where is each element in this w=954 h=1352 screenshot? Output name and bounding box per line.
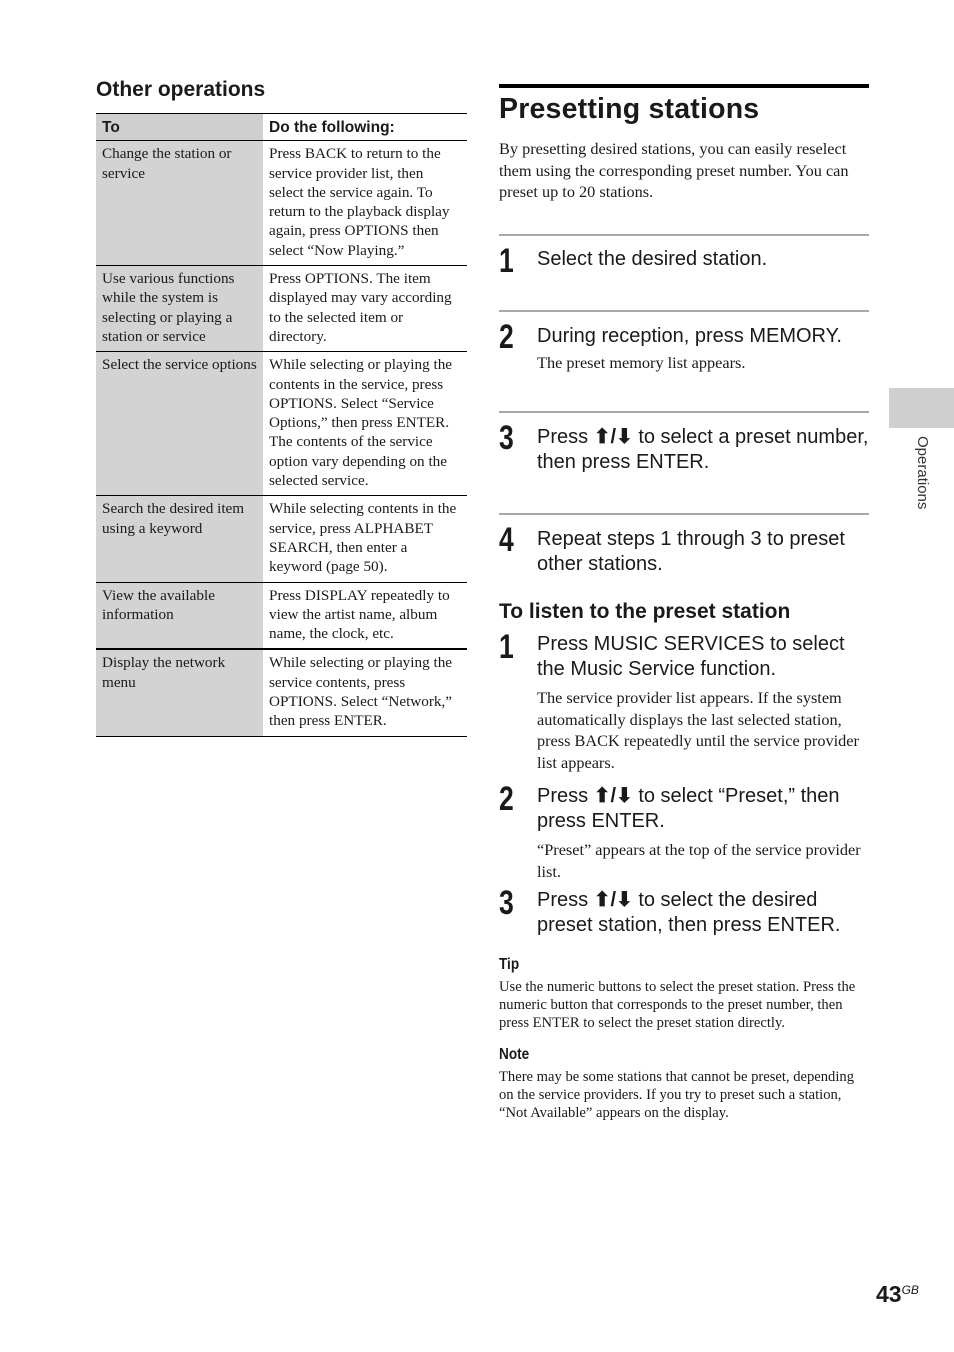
step-text-before: Press bbox=[537, 785, 594, 807]
row-to-cell: Use various functions while the system is selecting or playing a station or service bbox=[96, 266, 263, 352]
other-operations-section bbox=[96, 78, 467, 737]
step-number: 1 bbox=[499, 242, 514, 280]
operations-table bbox=[96, 113, 467, 737]
preset-step-4 bbox=[499, 513, 869, 595]
section-thumb-tab bbox=[889, 388, 954, 428]
row-do-cell: Press OPTIONS. The item displayed may vary according to the selected item or directory. bbox=[263, 266, 467, 352]
presetting-section bbox=[499, 84, 869, 1122]
note-body: There may be some stations that cannot be preset, depending on the service providers. If you try to preset such a station, “Not Available” appears on the display. bbox=[499, 1069, 855, 1122]
step-number: 4 bbox=[499, 521, 514, 559]
table-header-row bbox=[96, 114, 467, 141]
table-row bbox=[96, 352, 467, 496]
table-row bbox=[96, 266, 467, 352]
intro-paragraph: By presetting desired stations, you can easily reselect them using the corresponding preset number. You can preset up to 20 stations. bbox=[499, 139, 849, 201]
row-do-cell: While selecting or playing the service contents, press OPTIONS. Select “Network,” then press ENTER. bbox=[263, 649, 467, 736]
preset-step-2 bbox=[499, 310, 869, 412]
table-row bbox=[96, 649, 467, 736]
step-instruction bbox=[537, 784, 869, 834]
tip-body: Use the numeric buttons to select the preset station. Press the numeric button that corresponds to the preset number, then press ENTER to select the preset station directly. bbox=[499, 979, 856, 1032]
table-row bbox=[96, 141, 467, 266]
header-do: Do the following: bbox=[263, 114, 467, 141]
row-to-cell: Select the service options bbox=[96, 352, 263, 496]
tip-heading: Tip bbox=[499, 956, 520, 973]
step-number: 1 bbox=[499, 628, 514, 666]
step-result: The preset memory list appears. bbox=[537, 353, 746, 372]
step-instruction: Select the desired station. bbox=[537, 248, 768, 270]
step-instruction bbox=[537, 413, 869, 475]
step-text-after: to select a preset number, then press ENTER. bbox=[537, 426, 869, 473]
table-row bbox=[96, 582, 467, 649]
step-result: “Preset” appears at the top of the service provider list. bbox=[537, 840, 861, 881]
step-text-after: to select the desired preset station, then press ENTER. bbox=[537, 889, 841, 936]
section-rule bbox=[499, 84, 869, 88]
row-do-cell: Press BACK to return to the service provider list, then select the service again. To return to the playback display again, press OPTIONS then select “Now Playing.” bbox=[263, 141, 467, 266]
page-number-value: 43 bbox=[876, 1281, 902, 1307]
step-number: 3 bbox=[499, 419, 514, 457]
step-text-before: Press bbox=[537, 426, 594, 448]
step-instruction bbox=[537, 888, 869, 938]
note-heading: Note bbox=[499, 1046, 530, 1063]
listen-step-2 bbox=[499, 780, 869, 882]
up-down-arrows-icon: ⬆/⬇ bbox=[593, 785, 633, 807]
side-tab-label: Operations bbox=[914, 436, 931, 510]
header-to: To bbox=[96, 114, 263, 141]
step-number: 2 bbox=[499, 780, 514, 818]
listen-step-3 bbox=[499, 884, 869, 938]
page-number bbox=[876, 1281, 919, 1308]
table-row bbox=[96, 496, 467, 582]
up-down-arrows-icon: ⬆/⬇ bbox=[593, 889, 633, 911]
row-to-cell: Display the network menu bbox=[96, 649, 263, 736]
other-operations-title: Other operations bbox=[96, 78, 266, 101]
step-text-before: Press bbox=[537, 889, 594, 911]
step-instruction: During reception, press MEMORY. bbox=[537, 325, 842, 347]
section-title: Presetting stations bbox=[499, 93, 760, 125]
listen-step-1 bbox=[499, 628, 869, 773]
step-instruction: Repeat steps 1 through 3 to preset other stations. bbox=[537, 528, 845, 575]
listen-subheading: To listen to the preset station bbox=[499, 600, 791, 623]
page-number-suffix: GB bbox=[901, 1283, 919, 1297]
preset-step-3 bbox=[499, 411, 869, 513]
step-result: The service provider list appears. If the system automatically displays the last selected station, press BACK repeatedly until the service provider list appears. bbox=[537, 688, 859, 772]
up-down-arrows-icon: ⬆/⬇ bbox=[593, 426, 633, 448]
tip-box bbox=[499, 956, 869, 1033]
row-to-cell: Change the station or service bbox=[96, 141, 263, 266]
preset-step-1 bbox=[499, 234, 869, 311]
note-box bbox=[499, 1046, 869, 1123]
row-to-cell: Search the desired item using a keyword bbox=[96, 496, 263, 582]
step-text-after: to select “Preset,” then press ENTER. bbox=[537, 785, 840, 832]
step-number: 2 bbox=[499, 318, 514, 356]
step-number: 3 bbox=[499, 884, 514, 922]
row-do-cell: While selecting or playing the contents in the service, press OPTIONS. Select “Service Options,” then press ENTER. The contents of the service option vary depending on the selected service. bbox=[263, 352, 467, 496]
step-instruction: Press MUSIC SERVICES to select the Music Service function. bbox=[537, 633, 845, 680]
row-do-cell: While selecting contents in the service, press ALPHABET SEARCH, then enter a keyword (page 50). bbox=[263, 496, 467, 582]
row-to-cell: View the available information bbox=[96, 582, 263, 649]
row-do-cell: Press DISPLAY repeatedly to view the artist name, album name, the clock, etc. bbox=[263, 582, 467, 649]
